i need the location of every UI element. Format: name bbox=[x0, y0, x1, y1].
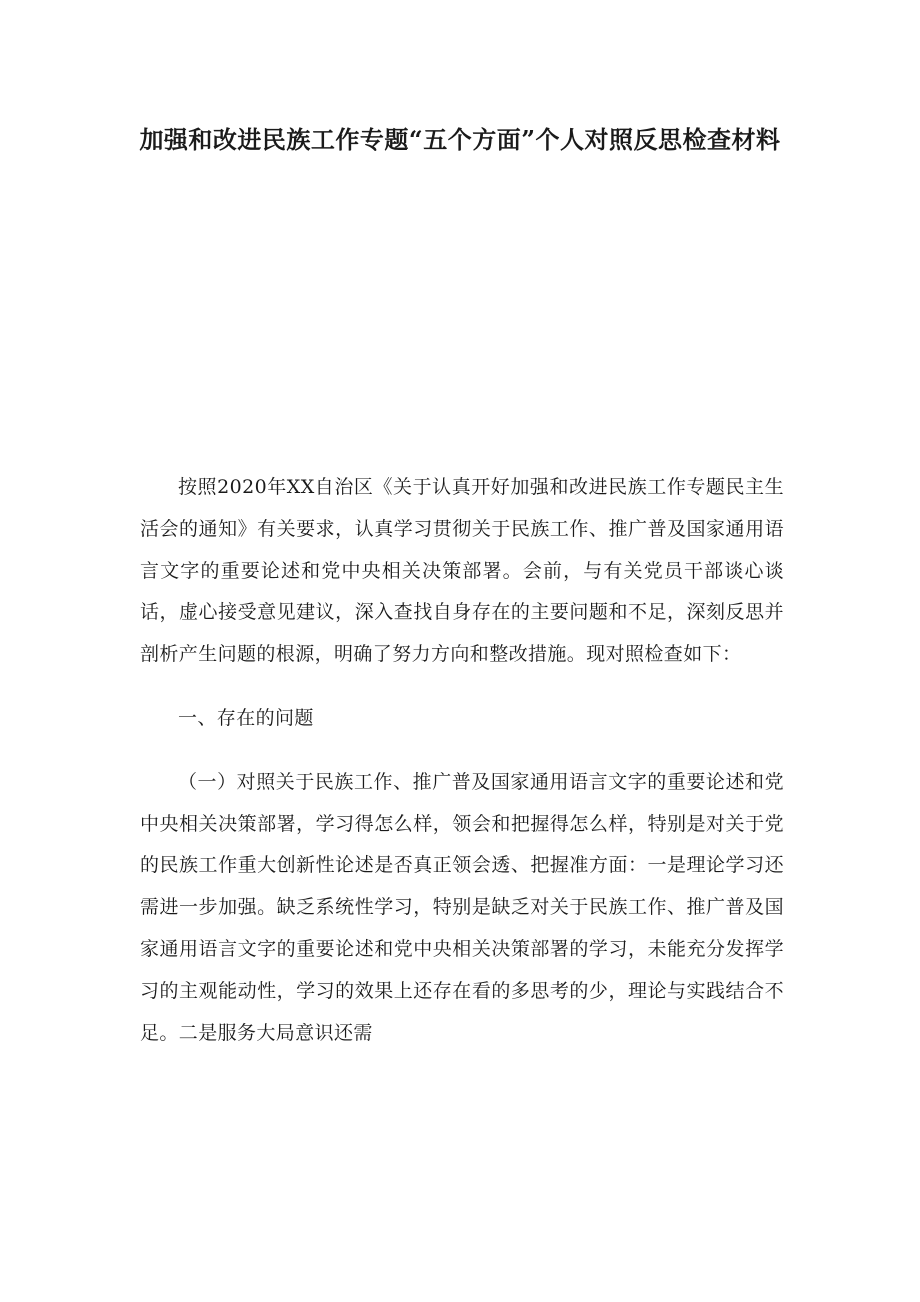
intro-paragraph: 按照2020年XX自治区《关于认真开好加强和改进民族工作专题民主生活会的通知》有关要求，认真学习贯彻关于民族工作、推广普及国家通用语言文字的重要论述和党中央相关决策部署。会前，与有关党员干部谈心谈话，虚心接受意见建议，深入查找自身存在的主要问题和不足，深刻反思并剖析产生问题的根源，明确了努力方向和整改措施。现对照检查如下： bbox=[140, 476, 784, 666]
section-paragraph-1: （一）对照关于民族工作、推广普及国家通用语言文字的重要论述和党中央相关决策部署，学习得怎么样，领会和把握得怎么样，特别是对关于党的民族工作重大创新性论述是否真正领会透、把握准方面：一是理论学习还需进一步加强。缺乏系统性学习，特别是缺乏对关于民族工作、推广普及国家通用语言文字的重要论述和党中央相关决策部署的学习，未能充分发挥学习的主观能动性，学习的效果上还存在看的多思考的少，理论与实践结合不足。二是服务大局意识还需 bbox=[140, 770, 784, 1044]
document-title: 加强和改进民族工作专题“五个方面”个人对照反思检查材料 bbox=[139, 125, 781, 154]
document-body bbox=[140, 467, 784, 1054]
section-heading-problems: 一、存在的问题 bbox=[178, 706, 314, 729]
